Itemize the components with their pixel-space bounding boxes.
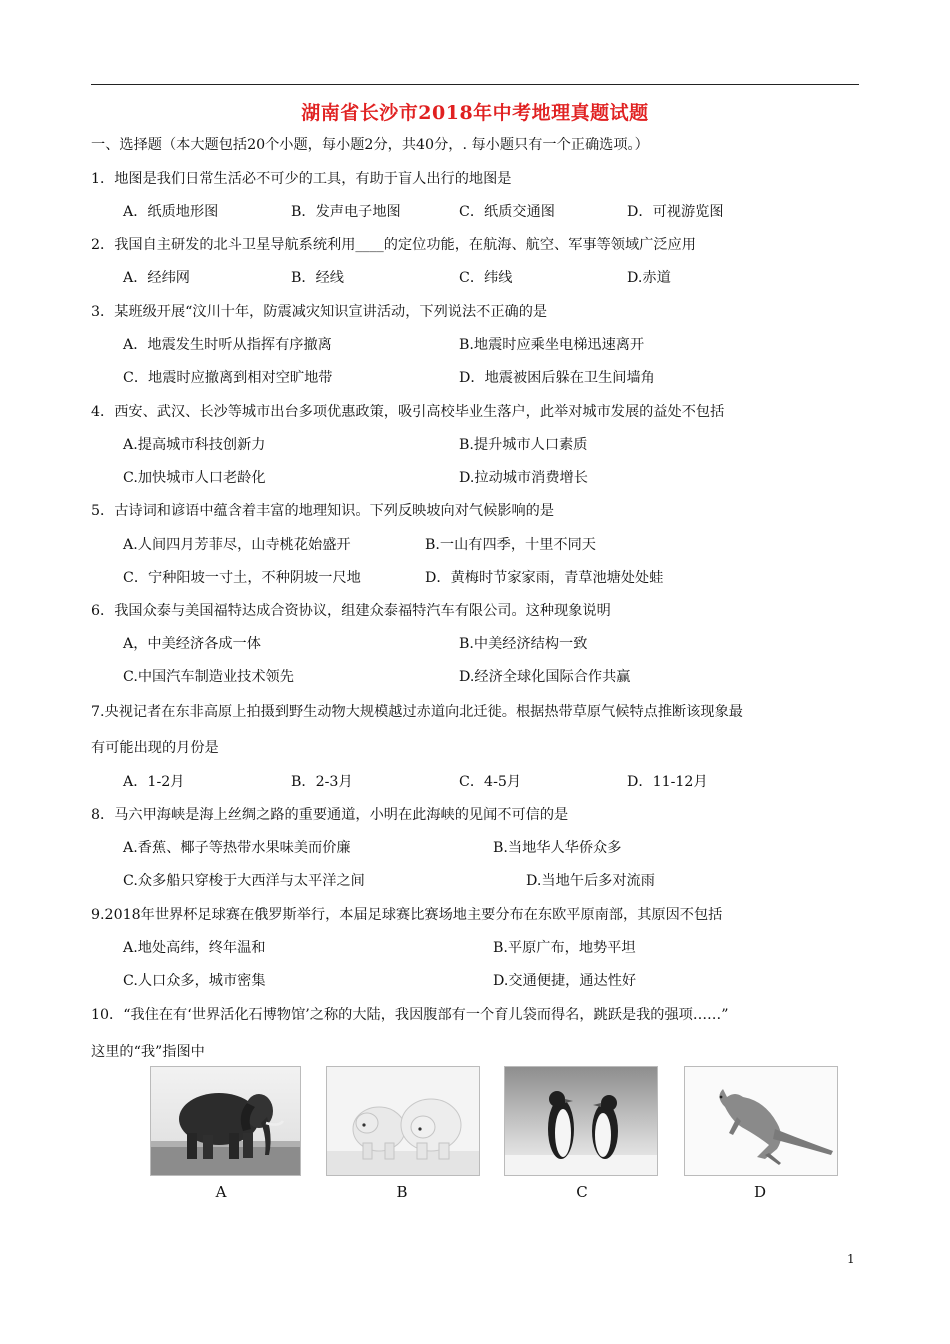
question-4-stem: 4．西安、武汉、长沙等城市出台多项优惠政策，吸引高校毕业生落户，此举对城市发展的益处不包括: [91, 404, 725, 420]
q4-option-d: D.拉动城市消费增长: [459, 470, 588, 486]
question-1-stem: 1．地图是我们日常生活必不可少的工具，有助于盲人出行的地图是: [91, 171, 512, 187]
q8-option-d: D.当地午后多对流雨: [526, 873, 655, 889]
q5-option-b: B.一山有四季，十里不同天: [425, 537, 596, 553]
question-3-stem: 3．某班级开展“汶川十年，防震减灾知识宣讲活动，下列说法不正确的是: [91, 304, 548, 320]
q4-option-c: C.加快城市人口老龄化: [123, 470, 266, 486]
q1-option-a: A．纸质地形图: [123, 204, 219, 220]
q6-option-c: C.中国汽车制造业技术领先: [123, 669, 294, 685]
question-9-stem: 9.2018年世界杯足球赛在俄罗斯举行，本届足球赛比赛场地主要分布在东欧平原南部，其原因不包括: [91, 907, 723, 923]
picture-label-b: B: [396, 1183, 408, 1201]
q4-option-b: B.提升城市人口素质: [459, 437, 588, 453]
q2-option-c: C．纬线: [459, 270, 513, 286]
q5-option-c: C．宁种阳坡一寸土，不种阴坡一尺地: [123, 570, 361, 586]
q7-option-a: A．1-2月: [123, 774, 185, 790]
penguins-photo: [504, 1066, 658, 1176]
question-2-stem: 2．我国自主研发的北斗卫星导航系统利用____的定位功能，在航海、航空、军事等领域广泛应用: [91, 237, 696, 253]
q9-option-c: C.人口众多，城市密集: [123, 973, 266, 989]
elephant-photo: [150, 1066, 301, 1176]
q9-option-a: A.地处高纬，终年温和: [123, 940, 266, 956]
q2-option-b: B．经线: [291, 270, 344, 286]
q8-option-c: C.众多船只穿梭于大西洋与太平洋之间: [123, 873, 365, 889]
q5-option-a: A.人间四月芳菲尽，山寺桃花始盛开: [123, 537, 351, 553]
question-10-stem-cont: 这里的“我”指图中: [91, 1044, 205, 1060]
question-5-stem: 5．古诗词和谚语中蕴含着丰富的地理知识。下列反映坡向对气候影响的是: [91, 503, 555, 519]
q9-option-d: D.交通便捷，通达性好: [493, 973, 637, 989]
q7-option-b: B．2-3月: [291, 774, 353, 790]
q2-option-a: A．经纬网: [123, 270, 190, 286]
q6-option-d: D.经济全球化国际合作共赢: [459, 669, 631, 685]
header-rule: [91, 84, 859, 85]
q3-option-b: B.地震时应乘坐电梯迅速离开: [459, 337, 645, 353]
q9-option-b: B.平原广布，地势平坦: [493, 940, 636, 956]
page-title: 湖南省长沙市2018年中考地理真题试题: [301, 102, 649, 124]
q3-option-c: C．地震时应撤离到相对空旷地带: [123, 370, 333, 386]
q8-option-a: A.香蕉、椰子等热带水果味美而价廉: [123, 840, 351, 856]
q4-option-a: A.提高城市科技创新力: [123, 437, 266, 453]
polar-bears-photo: [326, 1066, 480, 1176]
question-7-stem: 7.央视记者在东非高原上拍摄到野生动物大规模越过赤道向北迁徙。根据热带草原气候特点推断该现象最: [91, 704, 743, 720]
q5-option-d: D．黄梅时节家家雨，青草池塘处处蛙: [425, 570, 664, 586]
q1-option-b: B．发声电子地图: [291, 204, 401, 220]
section-heading: 一、选择题（本大题包括20个小题，每小题2分，共40分，. 每小题只有一个正确选项。）: [91, 137, 649, 153]
question-6-stem: 6．我国众泰与美国福特达成合资协议，组建众泰福特汽车有限公司。这种现象说明: [91, 603, 611, 619]
q6-option-b: B.中美经济结构一致: [459, 636, 588, 652]
picture-label-c: C: [576, 1183, 588, 1201]
question-10-stem: 10．“我住在有‘世界活化石博物馆’之称的大陆，我因腹部有一个育儿袋而得名，跳跃是我的强项……”: [91, 1007, 729, 1023]
q7-option-d: D．11-12月: [627, 774, 708, 790]
q3-option-d: D．地震被困后躲在卫生间墙角: [459, 370, 655, 386]
question-8-stem: 8．马六甲海峡是海上丝绸之路的重要通道，小明在此海峡的见闻不可信的是: [91, 807, 569, 823]
page-number: 1: [847, 1252, 855, 1266]
q7-option-c: C．4-5月: [459, 774, 522, 790]
kangaroo-photo: [684, 1066, 838, 1176]
q1-option-d: D．可视游览图: [627, 204, 724, 220]
q3-option-a: A．地震发生时听从指挥有序撤离: [123, 337, 332, 353]
q1-option-c: C．纸质交通图: [459, 204, 555, 220]
picture-label-a: A: [215, 1183, 227, 1201]
picture-label-d: D: [753, 1183, 767, 1201]
q6-option-a: A，中美经济各成一体: [123, 636, 261, 652]
question-7-stem-cont: 有可能出现的月份是: [91, 740, 219, 756]
q8-option-b: B.当地华人华侨众多: [493, 840, 622, 856]
q2-option-d: D.赤道: [627, 270, 671, 286]
